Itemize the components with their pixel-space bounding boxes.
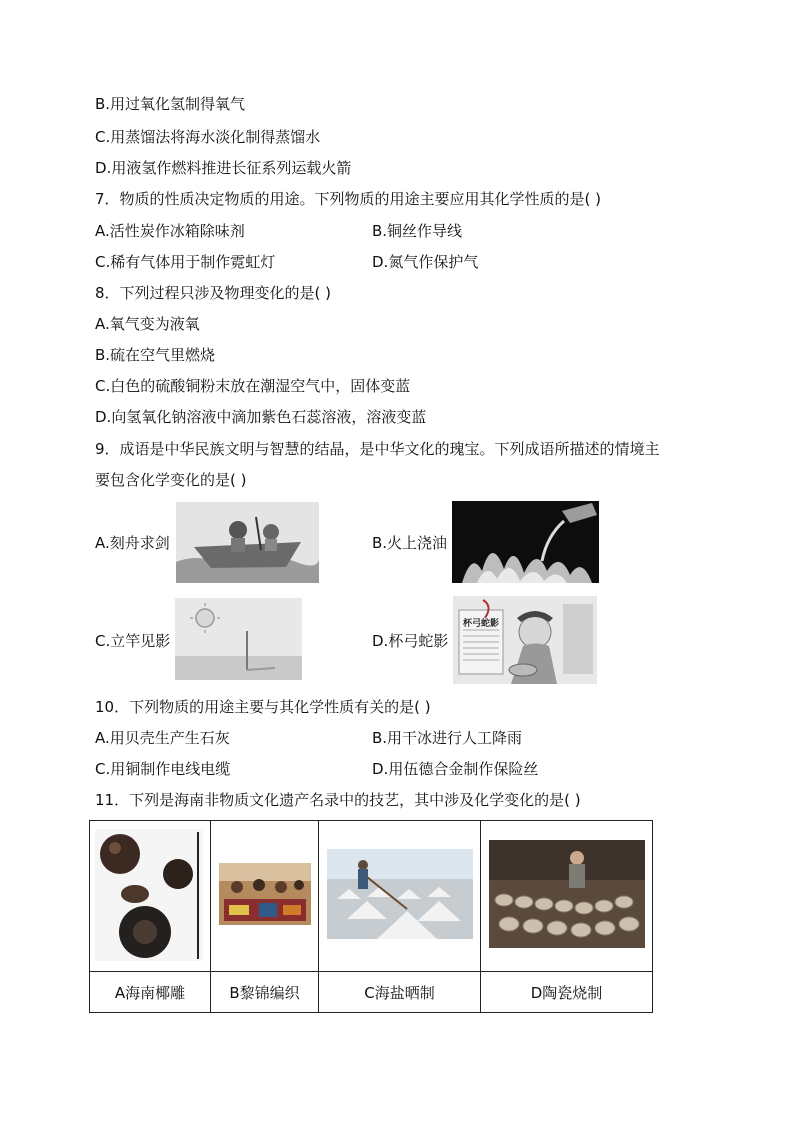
q11-caption-b: B黎锦编织 [211, 972, 319, 1013]
line-c-option: C.用蒸馏法将海水淡化制得蒸馏水 [95, 128, 321, 146]
question-9-line1: 9．成语是中华民族文明与智慧的结晶，是中华文化的瑰宝。下列成语所描述的情境主 [95, 440, 660, 458]
q11-options-table [89, 820, 653, 1013]
q8-option-a: A.氧气变为液氧 [95, 315, 200, 333]
question-11: 11．下列是海南非物质文化遗产名录中的技艺，其中涉及化学变化的是( ) [95, 791, 581, 809]
question-10: 10．下列物质的用途主要与其化学性质有关的是( ) [95, 698, 431, 716]
q9-option-c: C.立竿见影 [95, 632, 171, 650]
q7-option-b: B.铜丝作导线 [372, 222, 463, 240]
cup-bow-snake-image [453, 596, 597, 684]
q9-option-a: A.刻舟求剑 [95, 534, 170, 552]
question-7: 7．物质的性质决定物质的用途。下列物质的用途主要应用其化学性质的是( ) [95, 190, 602, 208]
question-9-line2: 要包含化学变化的是( ) [95, 471, 247, 489]
q11-caption-c: C海盐晒制 [319, 972, 481, 1013]
li-brocade-weaving-image [219, 863, 311, 925]
pottery-firing-image [489, 840, 645, 948]
sea-salt-drying-image [327, 849, 473, 939]
q9-option-d: D.杯弓蛇影 [372, 632, 449, 650]
q11-cell-d-image [481, 821, 653, 972]
q10-option-d: D.用伍德合金制作保险丝 [372, 760, 539, 778]
q7-option-c: C.稀有气体用于制作霓虹灯 [95, 253, 276, 271]
q8-option-c: C.白色的硫酸铜粉末放在潮湿空气中，固体变蓝 [95, 377, 411, 395]
line-d-option: D.用液氢作燃料推进长征系列运载火箭 [95, 159, 352, 177]
boat-sword-image [176, 502, 319, 583]
question-8: 8．下列过程只涉及物理变化的是( ) [95, 284, 332, 302]
q11-image-row [90, 821, 653, 972]
q7-option-d: D.氮气作保护气 [372, 253, 479, 271]
q11-cell-b-image [211, 821, 319, 972]
q11-cell-c-image [319, 821, 481, 972]
q11-caption-a: A海南椰雕 [90, 972, 211, 1013]
q8-option-b: B.硫在空气里燃烧 [95, 346, 216, 364]
q11-caption-d: D陶瓷烧制 [481, 972, 653, 1013]
q11-caption-row [90, 972, 653, 1013]
coconut-carving-image [90, 824, 210, 964]
fire-oil-image [452, 501, 599, 583]
q10-option-a: A.用贝壳生产生石灰 [95, 729, 230, 747]
pole-shadow-image [175, 598, 302, 680]
q8-option-d: D.向氢氧化钠溶液中滴加紫色石蕊溶液，溶液变蓝 [95, 408, 427, 426]
q11-cell-a-image [90, 821, 211, 972]
q10-option-c: C.用铜制作电线电缆 [95, 760, 231, 778]
q9-option-b: B.火上浇油 [372, 534, 448, 552]
line-b-option: B.用过氧化氢制得氧气 [95, 95, 246, 113]
q7-option-a: A.活性炭作冰箱除味剂 [95, 222, 245, 240]
q10-option-b: B.用干冰进行人工降雨 [372, 729, 523, 747]
cup-bow-snake-image-title: 杯弓蛇影 [463, 619, 500, 629]
